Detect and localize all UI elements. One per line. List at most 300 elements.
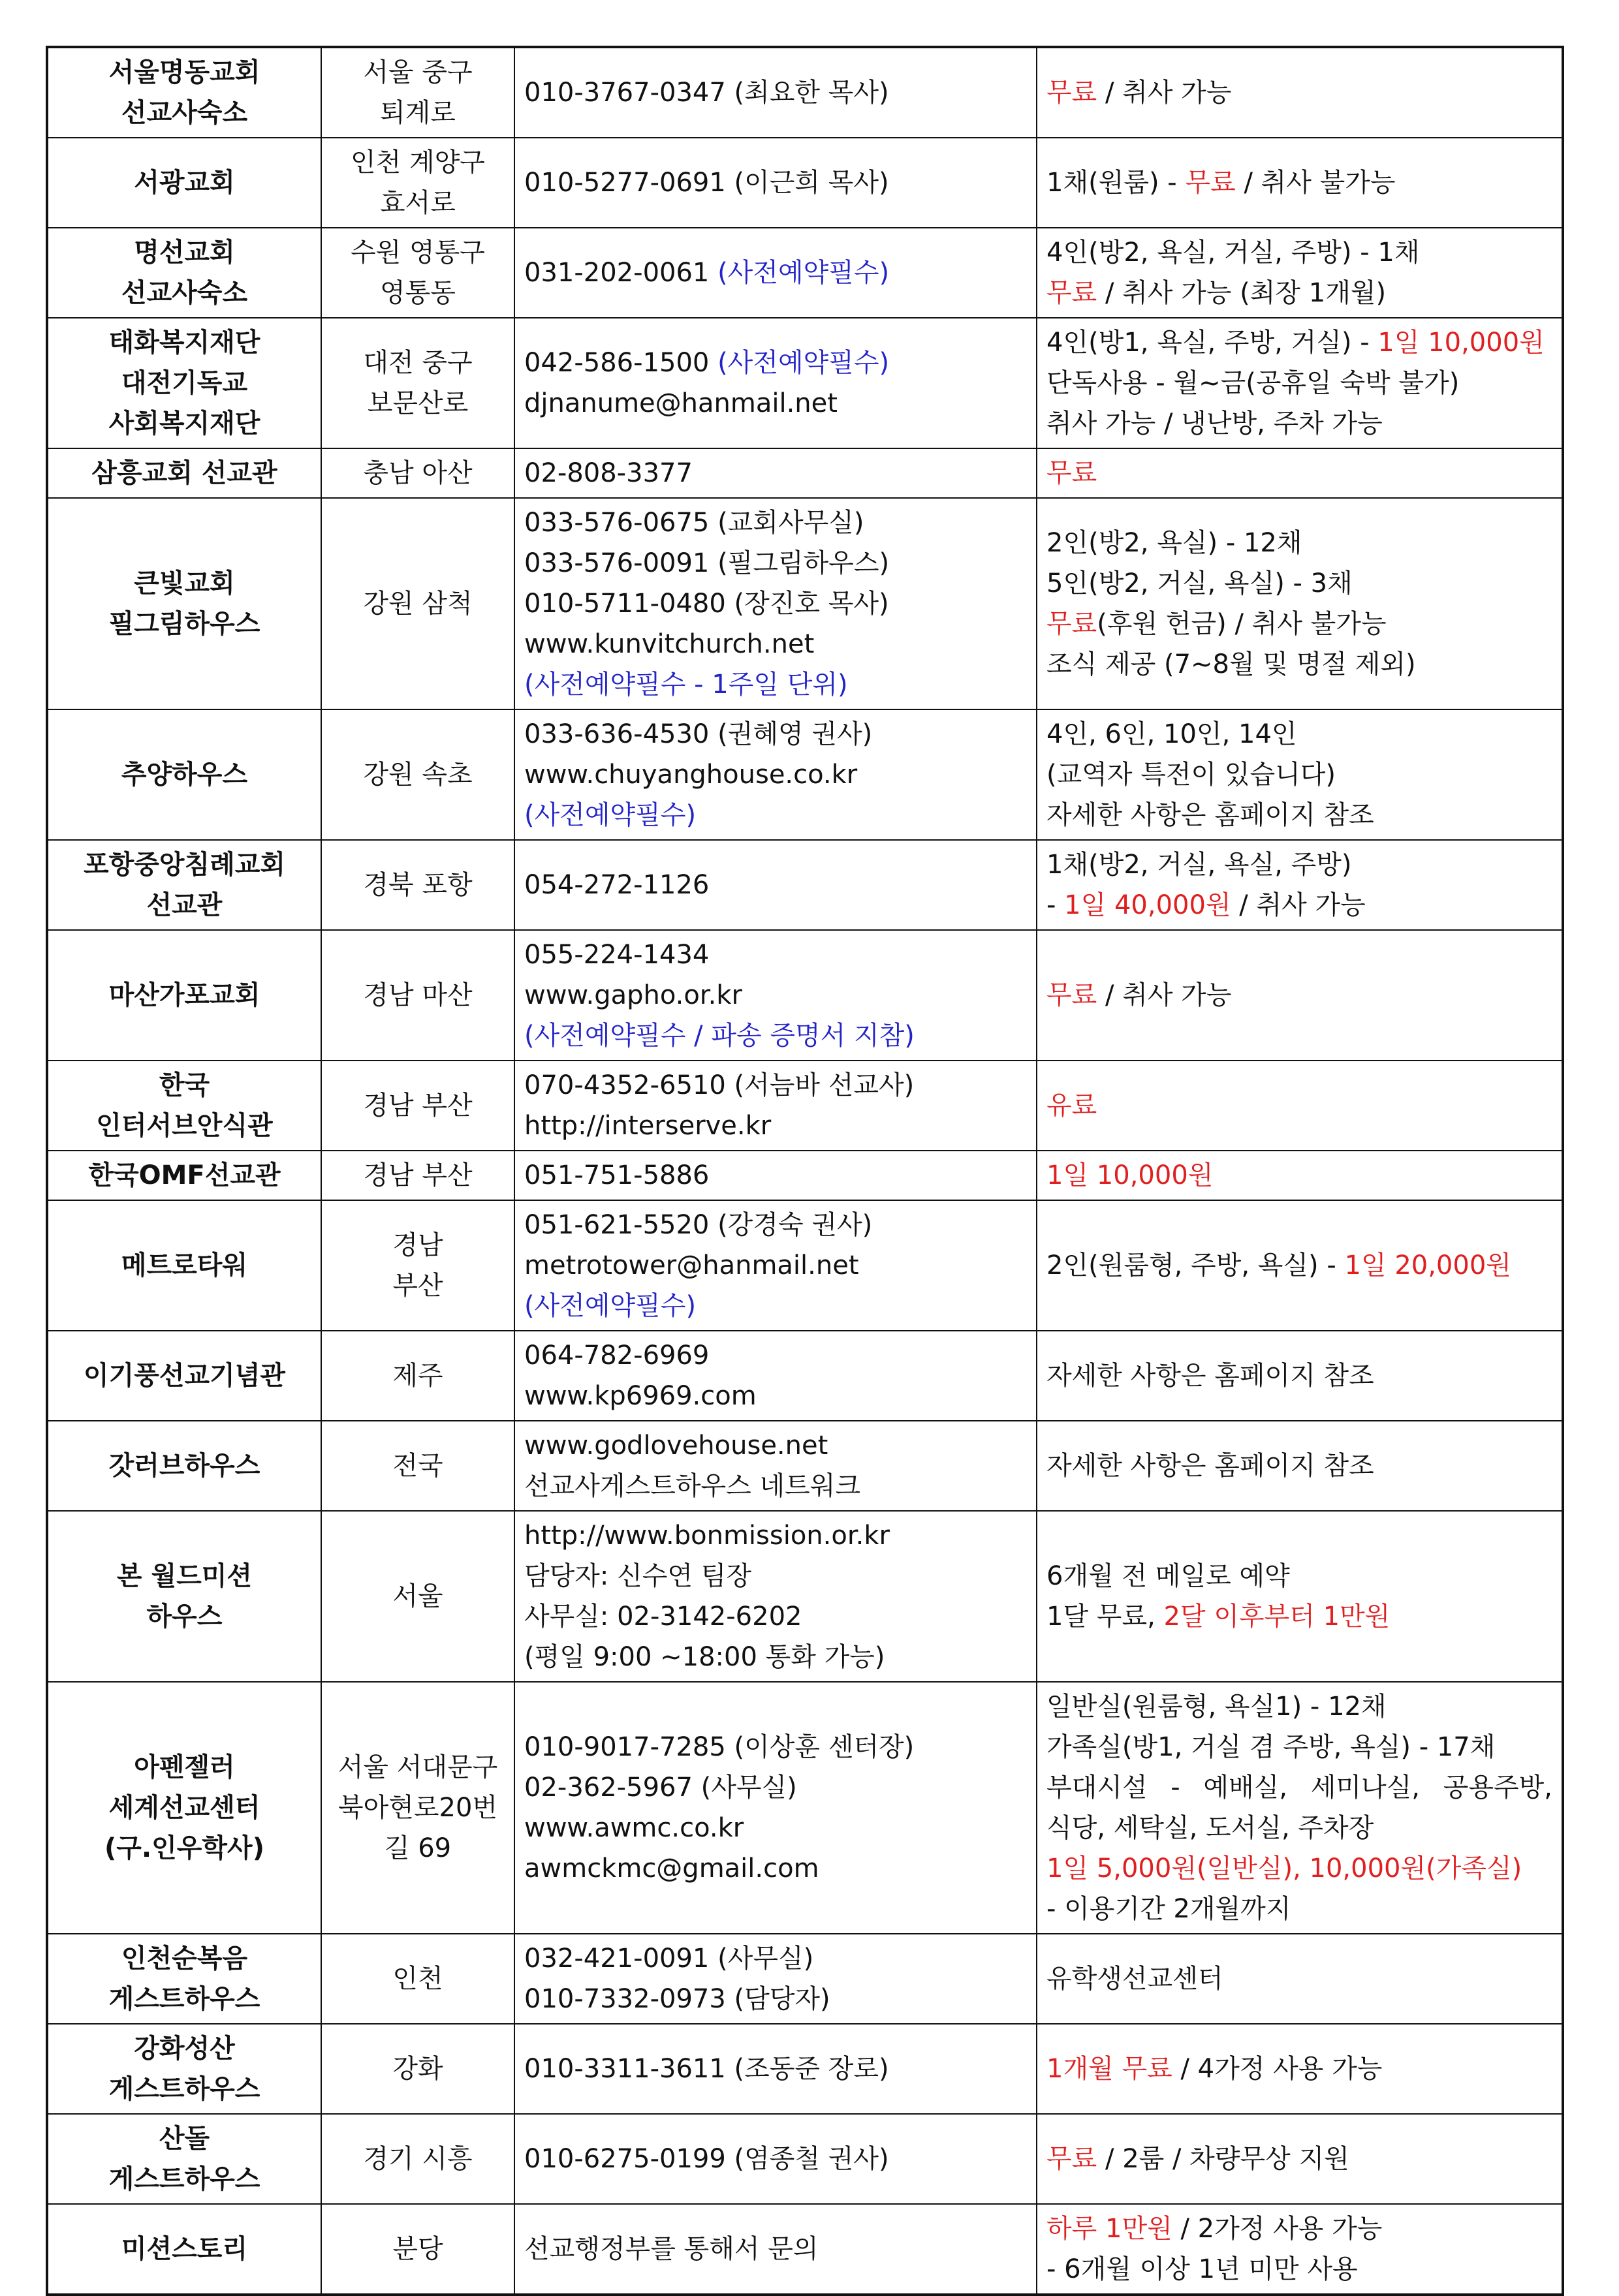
- table-row: [47, 498, 1563, 709]
- text-segment: 4인, 6인, 10인, 14인: [1046, 719, 1297, 749]
- text-segment: 5인(방2, 거실, 욕실) - 3채: [1046, 568, 1353, 598]
- text-segment: 부대시설 - 예배실, 세미나실, 공용주방,: [1046, 1773, 1552, 1803]
- facility-name-line: 필그림하우스: [108, 609, 260, 639]
- facility-contact: [514, 1682, 1037, 1934]
- contact-line: [524, 664, 1027, 705]
- facility-location: [321, 2024, 514, 2114]
- text-segment: 일반실(원룸형, 욕실1) - 12채: [1046, 1692, 1387, 1722]
- text-segment: 유학생선교센터: [1046, 1964, 1223, 1994]
- notes-line: [1046, 163, 1552, 203]
- facility-contact: [514, 47, 1037, 138]
- text-segment: http://interserve.kr: [524, 1111, 772, 1141]
- price-highlight: 1일 10,000원: [1046, 1160, 1214, 1190]
- text-segment: 4인(방2, 욕실, 거실, 주방) - 1채: [1046, 238, 1420, 268]
- notes-line: [1046, 1686, 1552, 1727]
- notes-line: [1046, 2049, 1552, 2089]
- facility-name: [47, 448, 321, 498]
- text-segment: - 이용기간 2개월까지: [1046, 1894, 1291, 1924]
- text-segment: 033-576-0675 (교회사무실): [524, 508, 864, 538]
- facility-location-line: 전국: [392, 1451, 443, 1481]
- facility-notes: [1037, 1331, 1563, 1421]
- notes-line: [1046, 1155, 1552, 1196]
- contact-line: [524, 1767, 1027, 1808]
- facility-name: [47, 2024, 321, 2114]
- facility-contact: [514, 2024, 1037, 2114]
- contact-line: [524, 163, 1027, 203]
- facility-contact: [514, 709, 1037, 840]
- contact-line: [524, 1016, 1027, 1056]
- notes-line: [1046, 232, 1552, 273]
- notes-line: [1046, 1356, 1552, 1396]
- facility-name: [47, 709, 321, 840]
- text-segment: 010-9017-7285 (이상훈 센터장): [524, 1732, 915, 1762]
- facility-name-line: 사회복지재단: [108, 409, 260, 439]
- facility-location-line: 대전 중구: [363, 348, 473, 378]
- facility-location: [321, 1061, 514, 1151]
- text-segment: 선교사게스트하우스 네트워크: [524, 1471, 861, 1501]
- facility-contact: [514, 2114, 1037, 2204]
- notes-line: [1046, 563, 1552, 604]
- facility-location: [321, 448, 514, 498]
- reservation-note: (사전예약필수): [717, 258, 890, 288]
- notes-line: [1046, 1767, 1552, 1808]
- text-segment: 4인(방1, 욕실, 주방, 거실) -: [1046, 328, 1378, 358]
- contact-line: [524, 1596, 1027, 1637]
- facility-location: [321, 930, 514, 1061]
- facility-location-line: 수원 영통구: [351, 238, 485, 268]
- text-segment: 010-5277-0691 (이근희 목사): [524, 168, 889, 198]
- facility-contact: [514, 498, 1037, 709]
- lodging-table-body: [47, 47, 1563, 2295]
- table-row: [47, 1934, 1563, 2024]
- contact-line: [524, 72, 1027, 113]
- table-row: [47, 448, 1563, 498]
- facility-location: [321, 228, 514, 318]
- contact-line: [524, 383, 1027, 424]
- facility-notes: [1037, 138, 1563, 228]
- text-segment: 02-362-5967 (사무실): [524, 1773, 797, 1803]
- notes-line: [1046, 363, 1552, 403]
- contact-line: [524, 1155, 1027, 1196]
- facility-name-line: 마산가포교회: [108, 980, 260, 1010]
- facility-name: [47, 498, 321, 709]
- contact-line: [524, 1205, 1027, 1245]
- facility-name: [47, 138, 321, 228]
- notes-line: [1046, 2249, 1552, 2289]
- facility-location-line: 보문산로: [367, 388, 469, 418]
- facility-name-line: 서광교회: [134, 168, 235, 198]
- facility-location-line: 퇴계로: [380, 98, 456, 128]
- facility-name-line: 게스트하우스: [108, 2074, 260, 2104]
- reservation-note: (사전예약필수 / 파송 증명서 지참): [524, 1021, 915, 1051]
- facility-name-line: (구.인우학사): [104, 1833, 264, 1863]
- notes-line: [1046, 72, 1552, 113]
- facility-name-line: 한국: [159, 1070, 210, 1100]
- table-row: [47, 1421, 1563, 1511]
- facility-location: [321, 840, 514, 930]
- facility-contact: [514, 1151, 1037, 1200]
- facility-name-line: 이기풍선교기념관: [83, 1361, 286, 1391]
- facility-notes: [1037, 2024, 1563, 2114]
- price-highlight: 무료: [1046, 78, 1097, 108]
- notes-line: [1046, 1727, 1552, 1767]
- facility-contact: [514, 1421, 1037, 1511]
- facility-name-line: 삼흥교회 선교관: [91, 458, 277, 488]
- facility-name-line: 서울명동교회: [108, 57, 260, 87]
- text-segment: 055-224-1434: [524, 940, 710, 970]
- facility-contact: [514, 2204, 1037, 2295]
- facility-location: [321, 1934, 514, 2024]
- facility-location: [321, 138, 514, 228]
- contact-line: [524, 754, 1027, 795]
- facility-name: [47, 47, 321, 138]
- text-segment: 010-3767-0347 (최요한 목사): [524, 78, 889, 108]
- notes-line: [1046, 644, 1552, 685]
- facility-name-line: 강화성산: [134, 2034, 235, 2064]
- notes-line: [1046, 1245, 1552, 1286]
- facility-notes: [1037, 930, 1563, 1061]
- facility-notes: [1037, 1151, 1563, 1200]
- text-segment: 054-272-1126: [524, 870, 710, 900]
- reservation-note: (사전예약필수): [524, 800, 697, 830]
- text-segment: 조식 제공 (7~8월 및 명절 제외): [1046, 649, 1416, 679]
- facility-contact: [514, 1200, 1037, 1331]
- facility-name: [47, 1421, 321, 1511]
- table-row: [47, 709, 1563, 840]
- contact-line: [524, 865, 1027, 905]
- table-row: [47, 2114, 1563, 2204]
- facility-name-line: 대전기독교: [121, 368, 248, 398]
- facility-notes: [1037, 709, 1563, 840]
- contact-line: [524, 1848, 1027, 1889]
- price-highlight: 무료: [1046, 2144, 1097, 2174]
- facility-notes: [1037, 1061, 1563, 1151]
- notes-line: [1046, 2209, 1552, 2249]
- facility-location-line: 북아현로20번: [338, 1793, 498, 1823]
- facility-name: [47, 1934, 321, 2024]
- contact-line: [524, 714, 1027, 754]
- facility-name: [47, 1682, 321, 1934]
- text-segment: awmckmc@gmail.com: [524, 1854, 819, 1884]
- text-segment: 1채(원룸) -: [1046, 168, 1186, 198]
- facility-name-line: 하우스: [146, 1602, 223, 1632]
- facility-contact: [514, 228, 1037, 318]
- text-segment: 담당자: 신수연 팀장: [524, 1561, 752, 1591]
- contact-line: [524, 543, 1027, 583]
- facility-location-line: 인천: [392, 1964, 443, 1994]
- facility-location-line: 분당: [392, 2234, 443, 2264]
- facility-notes: [1037, 2204, 1563, 2295]
- text-segment: 식당, 세탁실, 도서실, 주차장: [1046, 1813, 1374, 1843]
- facility-name-line: 아펜젤러: [134, 1752, 235, 1782]
- price-highlight: 무료: [1046, 458, 1097, 488]
- price-highlight: 무료: [1046, 609, 1097, 639]
- facility-name-line: 미션스토리: [121, 2234, 248, 2264]
- price-highlight: 무료: [1185, 168, 1236, 198]
- facility-name-line: 태화복지재단: [108, 328, 260, 358]
- facility-name-line: 산돌: [159, 2124, 210, 2154]
- facility-location-line: 인천 계양구: [351, 147, 485, 178]
- facility-contact: [514, 1061, 1037, 1151]
- table-row: [47, 318, 1563, 448]
- facility-notes: [1037, 498, 1563, 709]
- facility-location-line: 부산: [392, 1271, 443, 1301]
- contact-line: [524, 2049, 1027, 2089]
- facility-name: [47, 1061, 321, 1151]
- price-highlight: 2달 이후부터 1만원: [1163, 1602, 1391, 1632]
- facility-notes: [1037, 448, 1563, 498]
- facility-location: [321, 1511, 514, 1682]
- facility-location-line: 경북 포항: [363, 870, 473, 900]
- price-highlight: 1일 5,000원(일반실), 10,000원(가족실): [1046, 1854, 1522, 1884]
- facility-name-line: 명선교회: [134, 238, 235, 268]
- reservation-note: (사전예약필수 - 1주일 단위): [524, 670, 848, 700]
- notes-line: [1046, 1848, 1552, 1889]
- text-segment: 단독사용 - 월~금(공휴일 숙박 불가): [1046, 368, 1460, 398]
- text-segment: / 취사 가능: [1097, 78, 1232, 108]
- text-segment: http://www.bonmission.or.kr: [524, 1521, 890, 1551]
- facility-name-line: 게스트하우스: [108, 1984, 260, 2014]
- contact-line: [524, 453, 1027, 493]
- facility-location-line: 경기 시흥: [363, 2144, 473, 2174]
- table-row: [47, 1200, 1563, 1331]
- text-segment: - 6개월 이상 1년 미만 사용: [1046, 2254, 1358, 2284]
- text-segment: 6개월 전 메일로 예약: [1046, 1561, 1290, 1591]
- facility-location-line: 서울: [392, 1581, 443, 1611]
- notes-line: [1046, 604, 1552, 644]
- text-segment: -: [1046, 890, 1065, 920]
- price-highlight: 무료: [1046, 278, 1097, 308]
- notes-line: [1046, 1959, 1552, 1999]
- text-segment: 1달 무료,: [1046, 1602, 1164, 1632]
- lodging-table: [46, 46, 1564, 2296]
- text-segment: / 취사 가능: [1231, 890, 1366, 920]
- facility-name-line: 선교사숙소: [121, 98, 248, 128]
- facility-location: [321, 1421, 514, 1511]
- price-highlight: 1일 20,000원: [1344, 1250, 1511, 1280]
- table-row: [47, 840, 1563, 930]
- notes-line: [1046, 714, 1552, 754]
- text-segment: / 4가정 사용 가능: [1172, 2054, 1383, 2084]
- facility-location-line: 효서로: [380, 188, 456, 218]
- text-segment: 010-5711-0480 (장진호 목사): [524, 589, 889, 619]
- contact-line: [524, 2139, 1027, 2179]
- facility-name: [47, 930, 321, 1061]
- text-segment: (후원 헌금) / 취사 불가능: [1097, 609, 1387, 639]
- notes-line: [1046, 403, 1552, 444]
- contact-line: [524, 624, 1027, 664]
- facility-location: [321, 498, 514, 709]
- facility-name-line: 추양하우스: [121, 760, 248, 790]
- facility-name: [47, 840, 321, 930]
- notes-line: [1046, 754, 1552, 795]
- text-segment: 1채(방2, 거실, 욕실, 주방): [1046, 850, 1352, 880]
- contact-line: [524, 1727, 1027, 1767]
- facility-location-line: 강화: [392, 2054, 443, 2084]
- text-segment: / 취사 가능: [1097, 980, 1232, 1010]
- facility-notes: [1037, 228, 1563, 318]
- facility-contact: [514, 1934, 1037, 2024]
- facility-name-line: 포항중앙침례교회: [83, 850, 286, 880]
- text-segment: 가족실(방1, 거실 겸 주방, 욕실) - 17채: [1046, 1732, 1496, 1762]
- facility-name-line: 선교사숙소: [121, 278, 248, 308]
- contact-line: [524, 343, 1027, 383]
- facility-name-line: 메트로타워: [121, 1250, 248, 1280]
- facility-contact: [514, 318, 1037, 448]
- contact-line: [524, 935, 1027, 975]
- facility-name: [47, 1200, 321, 1331]
- facility-location: [321, 47, 514, 138]
- notes-line: [1046, 523, 1552, 563]
- text-segment: metrotower@hanmail.net: [524, 1250, 859, 1280]
- notes-line: [1046, 795, 1552, 835]
- text-segment: 031-202-0061: [524, 258, 718, 288]
- text-segment: 010-7332-0973 (담당자): [524, 1984, 830, 2014]
- table-row: [47, 47, 1563, 138]
- table-row: [47, 1331, 1563, 1421]
- facility-notes: [1037, 47, 1563, 138]
- contact-line: [524, 2229, 1027, 2269]
- text-segment: 2인(원룸형, 주방, 욕실) -: [1046, 1250, 1345, 1280]
- notes-line: [1046, 1085, 1552, 1126]
- text-segment: 033-636-4530 (권혜영 권사): [524, 719, 873, 749]
- price-highlight: 1개월 무료: [1046, 2054, 1172, 2084]
- text-segment: 선교행정부를 통해서 문의: [524, 2234, 819, 2264]
- facility-location-line: 강원 삼척: [363, 589, 473, 619]
- text-segment: www.kp6969.com: [524, 1381, 757, 1411]
- facility-location: [321, 2114, 514, 2204]
- text-segment: 010-6275-0199 (염종철 권사): [524, 2144, 889, 2174]
- text-segment: 042-586-1500: [524, 348, 718, 378]
- facility-name: [47, 1511, 321, 1682]
- contact-line: [524, 795, 1027, 835]
- notes-line: [1046, 1596, 1552, 1637]
- table-row: [47, 1151, 1563, 1200]
- text-segment: 사무실: 02-3142-6202: [524, 1602, 802, 1632]
- facility-location: [321, 318, 514, 448]
- facility-location: [321, 2204, 514, 2295]
- text-segment: 자세한 사항은 홈페이지 참조: [1046, 1361, 1374, 1391]
- facility-name-line: 갓러브하우스: [108, 1451, 260, 1481]
- facility-name-line: 큰빛교회: [134, 568, 235, 598]
- text-segment: 자세한 사항은 홈페이지 참조: [1046, 1451, 1374, 1481]
- facility-location-line: 경남 부산: [363, 1091, 473, 1121]
- facility-name: [47, 1331, 321, 1421]
- text-segment: 010-3311-3611 (조동준 장로): [524, 2054, 889, 2084]
- facility-location: [321, 1331, 514, 1421]
- facility-contact: [514, 930, 1037, 1061]
- text-segment: (교역자 특전이 있습니다): [1046, 760, 1336, 790]
- table-row: [47, 1682, 1563, 1934]
- text-segment: 2인(방2, 욕실) - 12채: [1046, 528, 1302, 558]
- facility-location-line: 영통동: [380, 278, 456, 308]
- facility-contact: [514, 448, 1037, 498]
- text-segment: 051-621-5520 (강경숙 권사): [524, 1210, 873, 1240]
- facility-name-line: 선교관: [146, 890, 223, 920]
- reservation-note: (사전예약필수): [717, 348, 890, 378]
- contact-line: [524, 1376, 1027, 1416]
- facility-name-line: 게스트하우스: [108, 2164, 260, 2194]
- notes-line: [1046, 322, 1552, 363]
- text-segment: 070-4352-6510 (서늠바 선교사): [524, 1070, 915, 1100]
- text-segment: 064-782-6969: [524, 1341, 710, 1371]
- text-segment: 취사 가능 / 냉난방, 주차 가능: [1046, 409, 1383, 439]
- notes-line: [1046, 453, 1552, 493]
- text-segment: 033-576-0091 (필그림하우스): [524, 548, 890, 578]
- reservation-note: (사전예약필수): [524, 1291, 697, 1321]
- facility-notes: [1037, 840, 1563, 930]
- notes-line: [1046, 1889, 1552, 1929]
- facility-name: [47, 2204, 321, 2295]
- contact-line: [524, 1515, 1027, 1556]
- notes-line: [1046, 1446, 1552, 1486]
- facility-name: [47, 2114, 321, 2204]
- contact-line: [524, 1979, 1027, 2019]
- facility-location-line: 경남 마산: [363, 980, 473, 1010]
- table-row: [47, 1511, 1563, 1682]
- text-segment: / 2룸 / 차량무상 지원: [1097, 2144, 1349, 2174]
- contact-line: [524, 1065, 1027, 1106]
- contact-line: [524, 1808, 1027, 1848]
- facility-notes: [1037, 318, 1563, 448]
- facility-location-line: 길 69: [384, 1833, 452, 1863]
- text-segment: www.chuyanghouse.co.kr: [524, 760, 858, 790]
- facility-contact: [514, 138, 1037, 228]
- facility-location-line: 서울 중구: [363, 57, 473, 87]
- table-row: [47, 138, 1563, 228]
- facility-notes: [1037, 1421, 1563, 1511]
- facility-location: [321, 1682, 514, 1934]
- facility-name: [47, 1151, 321, 1200]
- text-segment: djnanume@hanmail.net: [524, 388, 838, 418]
- notes-line: [1046, 2139, 1552, 2179]
- notes-line: [1046, 975, 1552, 1016]
- facility-location-line: 경남: [392, 1230, 443, 1260]
- facility-location: [321, 709, 514, 840]
- contact-line: [524, 1556, 1027, 1596]
- contact-line: [524, 583, 1027, 624]
- facility-location-line: 충남 아산: [363, 458, 473, 488]
- facility-notes: [1037, 1682, 1563, 1934]
- facility-location-line: 제주: [392, 1361, 443, 1391]
- price-highlight: 무료: [1046, 980, 1097, 1010]
- text-segment: www.kunvitchurch.net: [524, 629, 815, 659]
- contact-line: [524, 1106, 1027, 1146]
- facility-name: [47, 228, 321, 318]
- table-row: [47, 1061, 1563, 1151]
- facility-notes: [1037, 1200, 1563, 1331]
- facility-name-line: 본 월드미션: [116, 1561, 253, 1591]
- contact-line: [524, 1637, 1027, 1677]
- facility-name-line: 한국OMF선교관: [88, 1160, 281, 1190]
- facility-notes: [1037, 2114, 1563, 2204]
- notes-line: [1046, 845, 1552, 885]
- text-segment: (평일 9:00 ~18:00 통화 가능): [524, 1642, 885, 1672]
- notes-line: [1046, 885, 1552, 925]
- facility-name: [47, 318, 321, 448]
- contact-line: [524, 1938, 1027, 1979]
- facility-contact: [514, 1331, 1037, 1421]
- contact-line: [524, 1466, 1027, 1506]
- price-highlight: 하루 1만원: [1046, 2214, 1172, 2244]
- text-segment: 자세한 사항은 홈페이지 참조: [1046, 800, 1374, 830]
- contact-line: [524, 503, 1027, 543]
- facility-name-line: 인터서브안식관: [96, 1111, 273, 1141]
- facility-name-line: 인천순복음: [121, 1944, 248, 1974]
- facility-location: [321, 1151, 514, 1200]
- table-row: [47, 930, 1563, 1061]
- contact-line: [524, 1245, 1027, 1286]
